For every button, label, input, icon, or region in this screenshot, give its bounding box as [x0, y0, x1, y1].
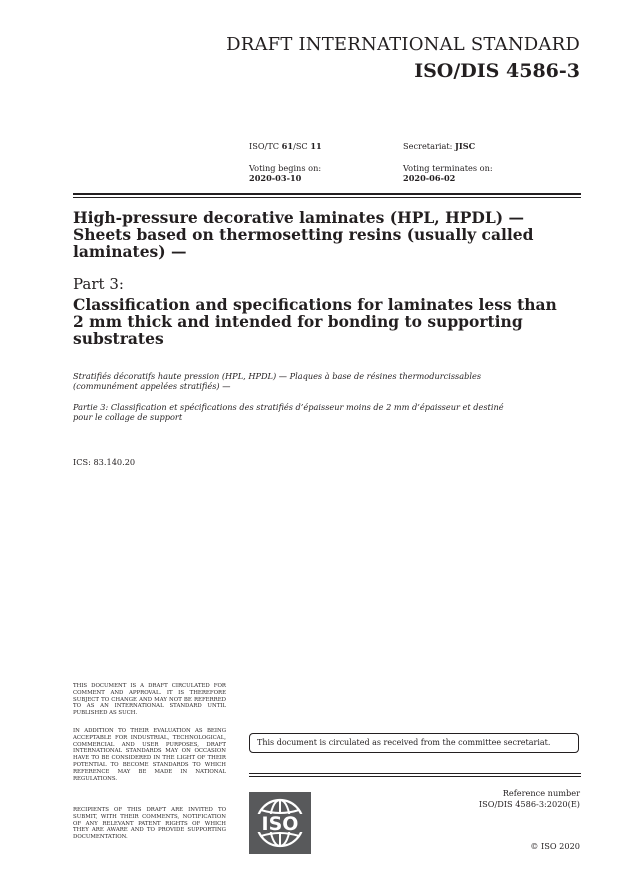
disclaimer-paragraph: IN ADDITION TO THEIR EVALUATION AS BEING ACCEPTABLE FOR INDUSTRIAL, TECHNOLOGICAL, COMMERCIAL AND USER PURPOSES, DRAFT INTERNATIONAL STANDARDS MAY ON OCCASION HAVE TO BE CONSIDERED IN THE LIGHT OF THEIR POTENTIAL TO BECOME STANDARDS TO WHICH REFERENCE MAY BE MADE IN NATIONAL REGULATIONS. [73, 728, 226, 782]
voting-ends-label: Voting terminates on: [403, 163, 493, 173]
reference-number: ISO/DIS 4586-3:2020(E) [478, 799, 580, 809]
part-title-line: Classification and specifications for laminates less than [73, 295, 557, 314]
voting-begins-label: Voting begins on: [249, 163, 322, 173]
main-title-line: High-pressure decorative laminates (HPL, HPDL) — [73, 208, 524, 227]
voting-ends [403, 163, 493, 183]
iso-logo-text: ISO [261, 813, 299, 835]
footer-divider [249, 773, 581, 774]
french-title [73, 371, 553, 391]
iso-logo [249, 792, 311, 854]
voting-begins-date: 2020-03-10 [249, 173, 302, 183]
french-part-title [73, 402, 553, 422]
part-title-line: 2 mm thick and intended for bonding to supporting [73, 312, 523, 331]
main-title [73, 209, 553, 260]
french-title-line: (communément appelées stratifiés) — [73, 381, 231, 391]
french-part-line: Partie 3: Classification et spécifications des stratifiés d’épaisseur moins de 2 mm d’épaisseur et destiné [73, 402, 504, 412]
disclaimer-paragraph: RECIPIENTS OF THIS DRAFT ARE INVITED TO SUBMIT, WITH THEIR COMMENTS, NOTIFICATION OF ANY RELEVANT PATENT RIGHTS OF WHICH THEY ARE AWARE AND TO PROVIDE SUPPORTING DOCUMENTATION. [73, 807, 226, 841]
part-label: Part 3: [73, 275, 124, 293]
circulation-notice: This document is circulated as received from the committee secretariat. [249, 733, 579, 753]
document-number: ISO/DIS 4586-3 [414, 60, 580, 82]
french-title-line: Stratifiés décoratifs haute pression (HPL, HPDL) — Plaques à base de résines thermodurcissables [73, 371, 482, 381]
header-divider [73, 193, 581, 198]
disclaimer-paragraph: THIS DOCUMENT IS A DRAFT CIRCULATED FOR COMMENT AND APPROVAL. IT IS THEREFORE SUBJECT TO CHANGE AND MAY NOT BE REFERRED TO AS AN INTERNATIONAL STANDARD UNTIL PUBLISHED AS SUCH. [73, 683, 226, 717]
iso-globe-icon [249, 792, 311, 854]
voting-begins [249, 163, 321, 183]
voting-ends-date: 2020-06-02 [403, 173, 456, 183]
reference-number-label: Reference number [502, 788, 580, 798]
ics-code: ICS: 83.140.20 [73, 457, 136, 467]
committee-info: ISO/TC 61/SC 11 [249, 141, 322, 151]
french-part-line: pour le collage de support [73, 412, 183, 422]
part-title [73, 296, 573, 347]
draft-standard-heading: DRAFT INTERNATIONAL STANDARD [226, 34, 580, 55]
main-title-line: Sheets based on thermosetting resins (usually called [73, 225, 534, 244]
copyright-notice: © ISO 2020 [530, 841, 580, 851]
footer-divider [249, 776, 581, 777]
secretariat-info: Secretariat: JISC [403, 141, 476, 151]
part-title-line: substrates [73, 329, 164, 348]
main-title-line: laminates) — [73, 242, 187, 261]
